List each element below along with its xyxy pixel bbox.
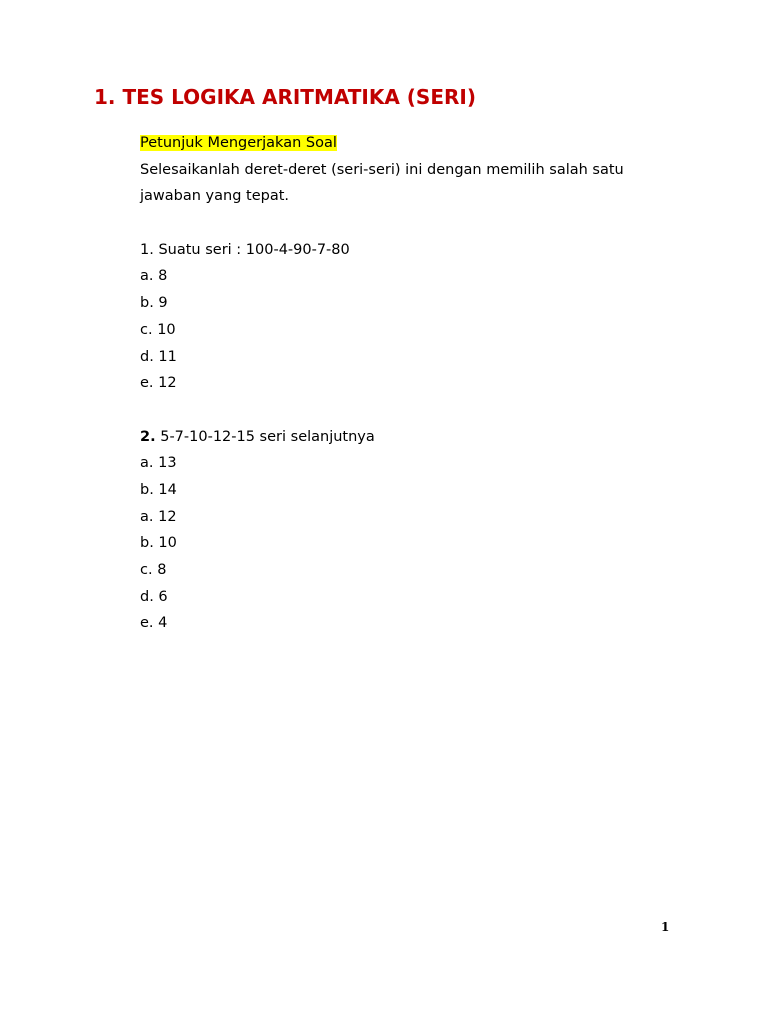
instructions-line-2: jawaban yang tepat. — [140, 188, 290, 205]
question-2-stem — [140, 424, 720, 451]
question-2 — [140, 424, 720, 638]
question-1-stem — [140, 237, 720, 264]
question-1-number: 1. — [140, 241, 154, 258]
question-2-option: b. 14 — [140, 481, 177, 498]
instructions-heading-line — [140, 130, 720, 157]
question-2-option: b. 10 — [140, 535, 177, 552]
spacer — [140, 397, 720, 424]
question-2-option: d. 6 — [140, 588, 168, 605]
question-1 — [140, 237, 720, 397]
question-2-text: 5-7-10-12-15 seri selanjutnya — [155, 428, 375, 445]
instructions-heading: Petunjuk Mengerjakan Soal — [140, 135, 337, 151]
question-1-option: c. 10 — [140, 321, 176, 338]
question-2-option: c. 8 — [140, 562, 167, 578]
question-2-option: e. 4 — [140, 615, 168, 632]
question-1-option: e. 12 — [140, 375, 177, 392]
spacer — [140, 210, 720, 237]
question-1-text: Suatu seri : 100-4-90-7-80 — [153, 241, 350, 258]
question-1-option: d. 11 — [140, 348, 177, 365]
question-2-option: a. 12 — [140, 508, 177, 525]
question-1-option: a. 8 — [140, 268, 168, 285]
question-2-number: 2. — [140, 428, 156, 445]
page-number: 1 — [661, 920, 670, 934]
instructions-line-1: Selesaikanlah deret-deret (seri-seri) ini dengan memilih salah satu — [140, 161, 624, 178]
document-body — [140, 130, 720, 637]
question-2-option: a. 13 — [140, 455, 177, 472]
question-1-option: b. 9 — [140, 295, 168, 312]
document-title: 1. TES LOGIKA ARITMATIKA (SERI) — [94, 85, 476, 109]
